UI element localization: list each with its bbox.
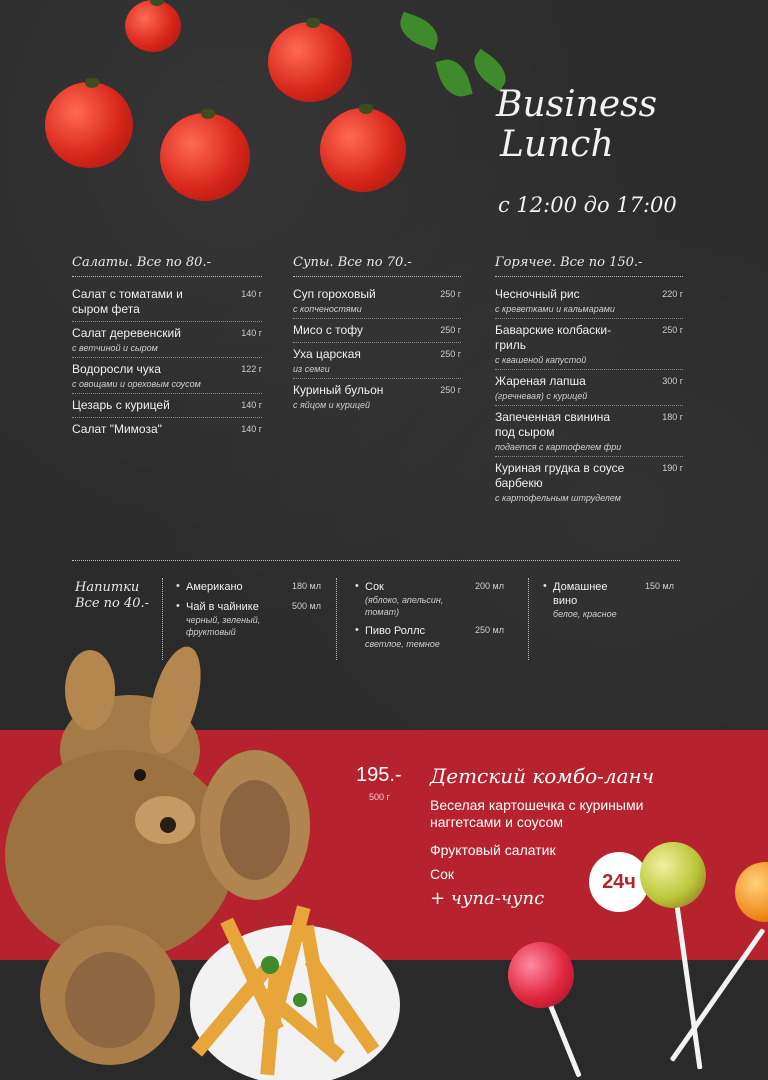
menu-item — [293, 379, 461, 414]
drink-name: • Сок — [365, 581, 384, 593]
drink-name: • Чай в чайнике — [186, 601, 259, 613]
menu-item — [293, 343, 461, 379]
item-name: Цезарь с курицей — [72, 398, 170, 412]
combo-price: 195.- — [356, 764, 402, 786]
item-weight: 140 г — [241, 289, 262, 299]
item-name: Чесночный рис — [495, 287, 580, 301]
item-description: с картофельным штруделем — [495, 493, 621, 503]
item-description: с копченостями — [293, 304, 362, 314]
menu-item — [495, 319, 683, 370]
drink-item — [355, 624, 515, 650]
page-title — [496, 85, 657, 165]
salads-section — [72, 255, 262, 441]
item-weight: 250 г — [440, 325, 461, 335]
combo-weight: 500 г — [369, 792, 390, 802]
drink-description: (яблоко, апельсин, томат) — [365, 595, 444, 617]
hot-title: Горячее. Все по 150.- — [495, 255, 683, 277]
drinks-title — [75, 580, 149, 612]
item-description: из семги — [293, 364, 330, 374]
title-line-1: Business — [496, 84, 658, 125]
item-weight: 140 г — [241, 424, 262, 434]
drink-name: • Американо — [186, 581, 243, 593]
menu-item — [293, 283, 461, 319]
drink-volume: 250 мл — [475, 625, 504, 635]
drink-volume: 500 мл — [292, 601, 321, 611]
item-description: с квашеной капустой — [495, 355, 587, 365]
drinks-title-line-2: Все по 40.- — [75, 596, 150, 611]
menu-item — [72, 322, 262, 358]
item-name: Баварские колбаски-гриль — [495, 323, 612, 352]
item-weight: 300 г — [662, 376, 683, 386]
item-name: Салат "Мимоза" — [72, 422, 162, 436]
menu-item — [495, 457, 683, 507]
item-name: Мисо с тофу — [293, 323, 363, 337]
item-name: Уха царская — [293, 347, 361, 361]
tomato-image — [125, 0, 181, 52]
column-divider — [336, 578, 337, 660]
salads-title: Салаты. Все по 80.- — [72, 255, 262, 277]
combo-extra: + чупа-чупс — [430, 888, 545, 909]
menu-item — [495, 406, 683, 457]
drinks-column-2 — [355, 580, 515, 656]
drinks-title-line-1: Напитки — [75, 580, 140, 595]
drink-item — [176, 600, 326, 638]
item-weight: 250 г — [440, 289, 461, 299]
item-weight: 140 г — [241, 400, 262, 410]
item-name: Суп гороховый — [293, 287, 376, 301]
drink-item — [543, 580, 683, 620]
drinks-column-1 — [176, 580, 326, 644]
drink-description: белое, красное — [553, 609, 617, 619]
item-name: Куриная грудка в соусе барбекю — [495, 461, 625, 490]
menu-item — [293, 319, 461, 343]
tomato-image — [268, 22, 352, 102]
item-name: Салат с томатами и сыром фета — [72, 287, 183, 316]
menu-item — [495, 370, 683, 406]
drink-name: • Пиво Роллс — [365, 625, 426, 637]
item-name: Куриный бульон — [293, 383, 384, 397]
combo-line-2: Фруктовый салатик — [430, 842, 556, 858]
item-description: с овощами и ореховым соусом — [72, 379, 201, 389]
tomato-image — [320, 108, 406, 192]
item-description: подается с картофелем фри — [495, 442, 622, 452]
item-name: Жареная лапша — [495, 374, 586, 388]
fries-plate-image — [185, 895, 405, 1080]
item-weight: 250 г — [662, 325, 683, 335]
combo-line-3: Сок — [430, 866, 455, 882]
combo-title: Детский комбо-ланч — [430, 764, 655, 788]
drink-description: светлое, темное — [365, 639, 440, 649]
drink-description: черный, зеленый, фруктовый — [186, 615, 261, 637]
menu-item — [72, 283, 262, 322]
drink-item — [176, 580, 326, 594]
menu-item — [495, 283, 683, 319]
item-name: Водоросли чука — [72, 362, 161, 376]
item-weight: 180 г — [662, 412, 683, 422]
item-weight: 250 г — [440, 349, 461, 359]
hot-section — [495, 255, 683, 507]
soups-title: Супы. Все по 70.- — [293, 255, 461, 277]
title-line-2: Lunch — [500, 124, 614, 165]
menu-item — [72, 394, 262, 418]
drink-volume: 150 мл — [645, 581, 674, 591]
menu-item — [72, 358, 262, 394]
item-weight: 250 г — [440, 385, 461, 395]
item-description: с креветками и кальмарами — [495, 304, 615, 314]
lunch-hours: с 12:00 до 17:00 — [498, 193, 677, 217]
hours-badge: 24ч — [589, 852, 649, 912]
item-weight: 190 г — [662, 463, 683, 473]
tomato-image — [45, 82, 133, 168]
drink-volume: 200 мл — [475, 581, 504, 591]
item-description: с ветчиной и сыром — [72, 343, 158, 353]
tomato-image — [160, 113, 250, 201]
soups-section — [293, 255, 461, 414]
item-name: Запеченная свинина под сыром — [495, 410, 611, 439]
item-description: (гречневая) с курицей — [495, 391, 588, 401]
menu-item — [72, 418, 262, 441]
item-description: с яйцом и курицей — [293, 400, 371, 410]
column-divider — [528, 578, 529, 660]
lollipop-image — [508, 942, 574, 1008]
item-weight: 122 г — [241, 364, 262, 374]
item-name: Салат деревенский — [72, 326, 181, 340]
lollipop-image — [640, 842, 706, 908]
drink-item — [355, 580, 515, 618]
drink-volume: 180 мл — [292, 581, 321, 591]
item-weight: 220 г — [662, 289, 683, 299]
combo-line-1: Веселая картошечка с куриными наггетсами и соусом — [430, 797, 644, 830]
section-divider — [72, 560, 680, 561]
item-weight: 140 г — [241, 328, 262, 338]
drink-name: • Домашнее вино — [553, 581, 608, 607]
drinks-column-3 — [543, 580, 683, 626]
